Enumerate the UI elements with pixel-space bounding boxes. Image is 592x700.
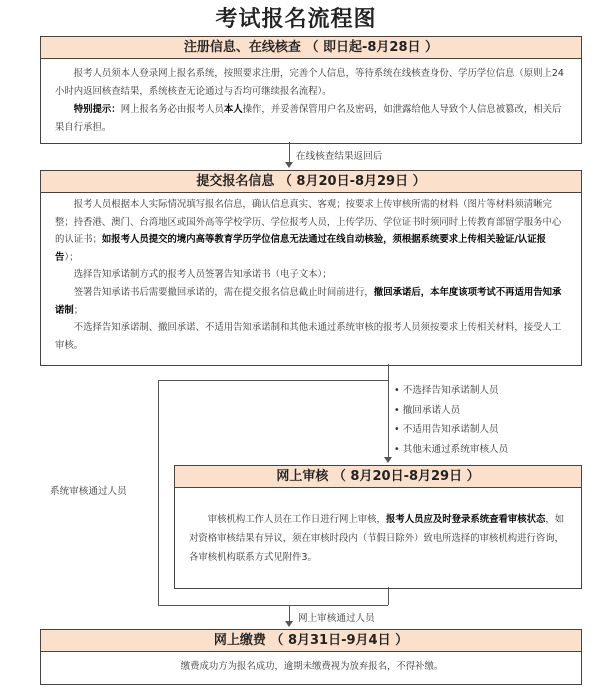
arrow-1-label: 在线核查结果返回后: [296, 151, 383, 162]
step-register-date: （ 即日起-8月28日 ）: [305, 40, 439, 55]
step-pay-header: [41, 630, 581, 652]
submit-p3-a: 签署告知承诺书后需要撤回承诺的，需在提交报名信息截止时间前进行，: [73, 286, 374, 298]
step-register-body: [41, 59, 581, 143]
manual-review-item-text: 其他未通过系统审核人员: [402, 443, 509, 455]
step-review-date: （ 8月20日-8月29日 ）: [332, 469, 480, 484]
manual-review-list: [394, 381, 508, 459]
page-title: 考试报名流程图: [215, 6, 377, 32]
step-review-body: [175, 488, 581, 573]
arrow-3-line-down: [388, 587, 389, 605]
step-submit-body: [41, 193, 581, 360]
step-submit-text-4: 不选择告知承诺制、撤回承诺、不适用告知承诺制和其他未通过系统审核的报考人员须按要求上传相关材料，接受人工审核。: [55, 322, 562, 351]
left-branch-bottom: [158, 605, 388, 606]
step-review-name: 网上审核: [276, 469, 329, 484]
left-branch-label: 系统审核通过人员: [50, 486, 127, 497]
step-register-text: 报考人员须本人登录网上报名系统，按照要求注册，完善个人信息，等待系统在线核查身份、学历学位信息（原则上24小时内返回核查结果，系统核查无论通过与否均可继续报名流程）。: [55, 68, 564, 97]
right-branch-vertical: [388, 364, 389, 458]
arrow-1-line: [289, 142, 290, 162]
step-submit-box: [40, 170, 582, 366]
step-register-header: [41, 37, 581, 59]
step-pay-box: [40, 629, 582, 685]
manual-review-item: • 不适用告知承诺制人员: [394, 424, 499, 435]
manual-review-item: • 其他未通过系统审核人员: [394, 443, 509, 455]
step-submit-name: 提交报名信息: [196, 174, 275, 189]
manual-review-item: • 撤回承诺人员: [394, 404, 461, 416]
step-register-tip: [55, 101, 569, 137]
arrow-3-head: [285, 621, 293, 627]
review-text-bold: 报考人员应及时登录系统查看审核状态: [385, 514, 546, 525]
step-pay-name: 网上缴费: [213, 633, 266, 648]
arrow-1-head: [285, 162, 293, 168]
step-review-header: [175, 466, 581, 488]
step-register-name: 注册信息、在线核查: [183, 40, 301, 55]
left-branch-vertical: [158, 380, 159, 605]
step-submit-text-3: [55, 284, 569, 319]
submit-p3-c: ；: [73, 304, 84, 316]
step-pay-date: （ 8月31日-9月4日 ）: [270, 633, 409, 648]
step-pay-text: 缴费成功方为报名成功，逾期未缴费视为放弃报名，不得补缴。: [180, 661, 444, 672]
step-register-box: [40, 36, 582, 144]
review-text-c: ，如对资格审核结果有异议，须在审核时段内（节假日除外）致电所选择的审核机构进行咨询，各审核机构联系方式见附件3。: [189, 514, 565, 563]
tip-text-b: 操作，并妥善保管用户名及密码，如泄露给他人导致个人信息被篡改，相关后果自行承担。: [55, 104, 562, 133]
step-pay-body: [41, 652, 581, 682]
arrow-3-label: 网上审核通过人员: [298, 613, 375, 624]
manual-review-item-text: 不选择告知承诺制人员: [402, 385, 499, 396]
step-submit-header: [41, 171, 581, 193]
submit-p1-c: ）；: [64, 251, 79, 263]
arrow-3-line-main: [289, 605, 290, 621]
manual-review-item-text: 不适用告知承诺制人员: [402, 424, 499, 435]
right-branch-head: [384, 457, 392, 463]
step-submit-text-1: [55, 196, 569, 266]
manual-review-item: • 不选择告知承诺制人员: [394, 385, 499, 396]
tip-text-a: 网上报名务必由报考人员: [120, 104, 224, 115]
tip-label: 特别提示：: [73, 104, 121, 115]
tip-text-bold: 本人: [223, 104, 243, 115]
review-text-a: 审核机构工作人员在工作日进行网上审核，: [207, 514, 386, 525]
step-review-text: [189, 510, 569, 567]
submit-p1-bold: 如报考人员提交的境内高等教育学历学位信息无法通过在线自动核验，须根据系统要求上传相关验证/认证报告: [55, 234, 546, 263]
submit-p1-a: 报考人员根据本人实际情况填写报名信息，确认信息真实、客观；按要求上传审核所需的材料（图片等材料须清晰完整；持香港、澳门、台湾地区或国外高等学校学历、学位报考人员，上传学历、学位证书时须同时上传教育部留学服务中心的认证书；: [55, 199, 562, 246]
manual-review-item-text: 撤回承诺人员: [402, 404, 461, 416]
left-branch-top: [158, 380, 388, 381]
step-submit-text-2: 选择告知承诺制方式的报考人员签署告知承诺书（电子文本）；: [73, 269, 332, 281]
step-review-box: [174, 465, 582, 589]
step-submit-date: （ 8月20日-8月29日 ）: [278, 174, 426, 189]
submit-p3-bold: 撤回承诺后，本年度该项考试不再适用告知承诺制: [55, 286, 562, 316]
